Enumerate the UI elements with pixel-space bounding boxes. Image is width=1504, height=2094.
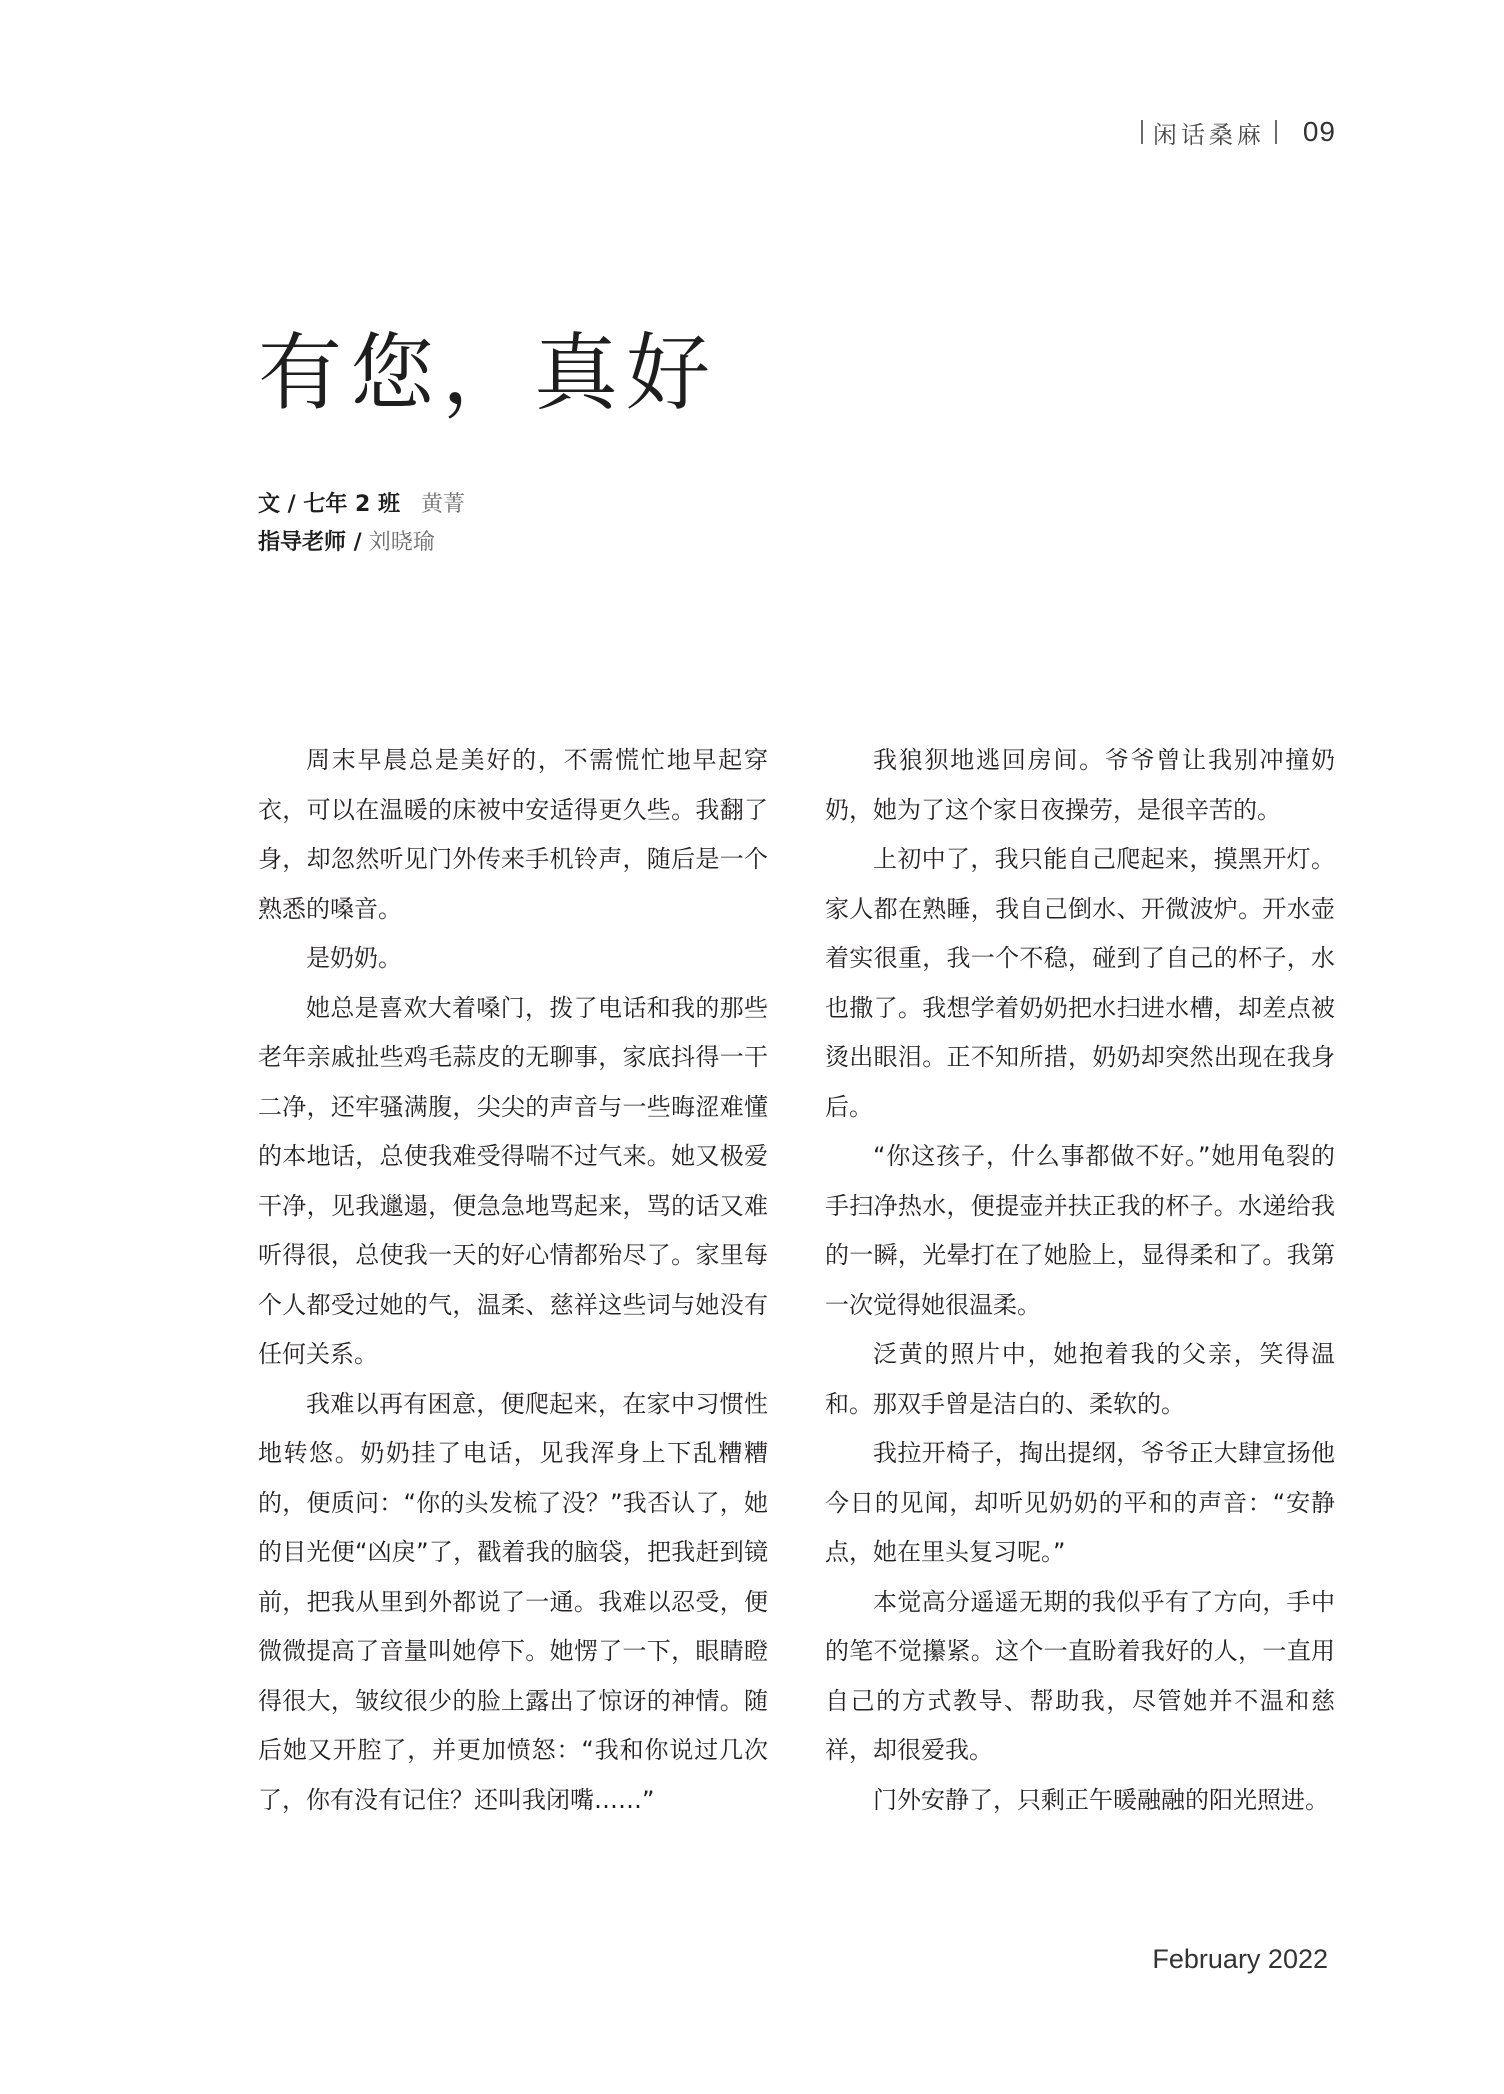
section-name-text: 闲话桑麻 — [1152, 120, 1265, 149]
teacher-prefix: 指导老师 / — [258, 530, 362, 555]
paragraph: 门外安静了，只剩正午暖融融的阳光照进。 — [873, 1785, 1329, 1814]
author-prefix: 文 / 七年 2 班 — [258, 492, 400, 517]
paragraph: 我拉开椅子，掏出提纲，爷爷正大肆宣扬他今日的见闻，却听见奶奶的平和的声音：“安静点，她在里头复习呢。” — [825, 1439, 1335, 1566]
paragraph: “你这孩子，什么事都做不好。”她用龟裂的手扫净热水，便提壶并扶正我的杯子。水递给我的一瞬，光晕打在了她脸上，显得柔和了。我第一次觉得她很温柔。 — [825, 1142, 1335, 1319]
teacher-name: 刘晓瑜 — [368, 530, 435, 555]
paragraph: 我难以再有困意，便爬起来，在家中习惯性地转悠。奶奶挂了电话，见我浑身上下乱糟糟的，便质问：“你的头发梳了没？”我否认了，她的目光便“凶戾”了，戳着我的脑袋，把我赶到镜前，把我从里到外都说了一通。我难以忍受，便微微提高了音量叫她停下。她愣了一下，眼睛瞪得很大，皱纹很少的脸上露出了惊讶的神情。随后她又开腔了，并更加愤怒：“我和你说过几次了，你有没有记住？还叫我闭嘴……” — [258, 1389, 768, 1814]
issue-date: February 2022 — [1152, 1944, 1328, 1974]
teacher-line — [258, 524, 465, 562]
paragraph: 泛黄的照片中，她抱着我的父亲，笑得温和。那双手曾是洁白的、柔软的。 — [825, 1340, 1335, 1418]
divider-bar — [1275, 120, 1277, 144]
paragraph: 我狼狈地逃回房间。爷爷曾让我别冲撞奶奶，她为了这个家日夜操劳，是很辛苦的。 — [825, 746, 1335, 824]
body-column-right — [825, 736, 1335, 1825]
paragraph: 是奶奶。 — [306, 944, 402, 972]
running-header — [1131, 112, 1336, 152]
paragraph: 本觉高分遥遥无期的我似乎有了方向，手中的笔不觉攥紧。这个一直盼着我好的人，一直用自己的方式教导、帮助我，尽管她并不温和慈祥，却很爱我。 — [825, 1587, 1335, 1764]
article-title: 有您，真好 — [258, 324, 719, 422]
author-name: 黄菁 — [420, 492, 465, 517]
author-line — [258, 486, 465, 524]
divider-bar — [1141, 120, 1143, 144]
section-label — [1131, 115, 1287, 150]
paragraph: 周末早晨总是美好的，不需慌忙地早起穿衣，可以在温暖的床被中安适得更久些。我翻了身，却忽然听见门外传来手机铃声，随后是一个熟悉的嗓音。 — [258, 746, 768, 923]
paragraph: 她总是喜欢大着嗓门，拨了电话和我的那些老年亲戚扯些鸡毛蒜皮的无聊事，家底抖得一干二净，还牢骚满腹，尖尖的声音与一些晦涩难懂的本地话，总使我难受得喘不过气来。她又极爱干净，见我邋遢，便急急地骂起来，骂的话又难听得很，总使我一天的好心情都殆尽了。家里每个人都受过她的气，温柔、慈祥这些词与她没有任何关系。 — [258, 993, 768, 1368]
page-number: 09 — [1302, 116, 1336, 147]
byline — [258, 486, 465, 562]
paragraph: 上初中了，我只能自己爬起来，摸黑开灯。家人都在熟睡，我自己倒水、开微波炉。开水壶着实很重，我一个不稳，碰到了自己的杯子，水也撒了。我想学着奶奶把水扫进水槽，却差点被烫出眼泪。正不知所措，奶奶却突然出现在我身后。 — [825, 845, 1335, 1121]
body-column-left — [258, 736, 768, 1825]
